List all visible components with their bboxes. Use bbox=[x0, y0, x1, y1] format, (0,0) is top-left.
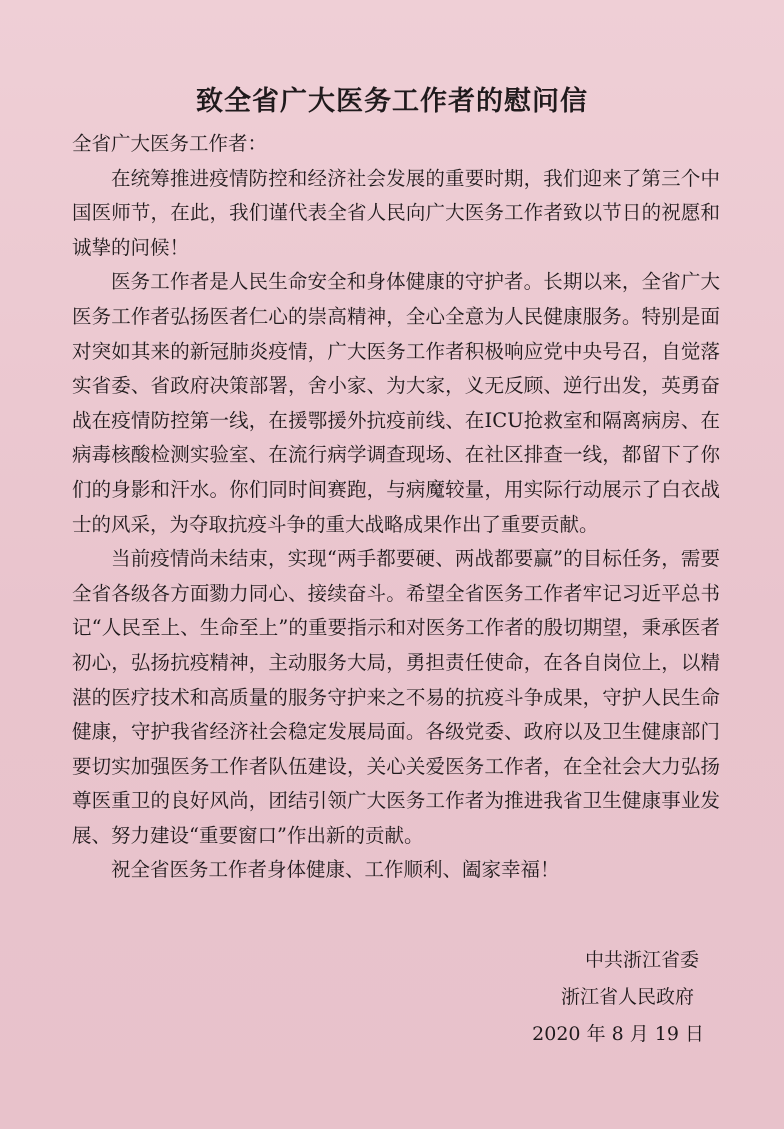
paragraph-expectations: 当前疫情尚未结束，实现“两手都要硬、两战都要赢”的目标任务，需要全省各级各方面勠力同心、接续奋斗。希望全省医务工作者牢记习近平总书记“人民至上、生命至上”的重要指示和对医务工作者的殷切期望，秉承医者初心，弘扬抗疫精神，主动服务大局，勇担责任使命，在各自岗位上，以精湛的医疗技术和高质量的服务守护来之不易的抗疫斗争成果，守护人民生命健康，守护我省经济社会稳定发展局面。各级党委、政府以及卫生健康部门要切实加强医务工作者队伍建设，关心关爱医务工作者，在全社会大力弘扬尊医重卫的良好风尚，团结引领广大医务工作者为推进我省卫生健康事业发展、努力建设“重要窗口”作出新的贡献。 bbox=[72, 547, 720, 847]
paragraph-greeting: 在统筹推进疫情防控和经济社会发展的重要时期，我们迎来了第三个中国医师节，在此，我们谨代表全省人民向广大医务工作者致以节日的祝愿和诚挚的问候！ bbox=[72, 166, 720, 259]
letter-date: 2020 年 8 月 19 日 bbox=[532, 1023, 704, 1045]
signature-block bbox=[532, 942, 704, 1053]
letter-body bbox=[72, 127, 720, 888]
paragraph-closing-wish: 祝全省医务工作者身体健康、工作顺利、阖家幸福！ bbox=[111, 858, 560, 882]
salutation: 全省广大医务工作者： bbox=[72, 132, 268, 155]
letter-title: 致全省广大医务工作者的慰问信 bbox=[196, 86, 588, 117]
paragraph-tribute: 医务工作者是人民生命安全和身体健康的守护者。长期以来，全省广大医务工作者弘扬医者仁心的崇高精神，全心全意为人民健康服务。特别是面对突如其来的新冠肺炎疫情，广大医务工作者积极响应党中央号召，自觉落实省委、省政府决策部署，舍小家、为大家，义无反顾、逆行出发，英勇奋战在疫情防控第一线，在援鄂援外抗疫前线、在ICU抢救室和隔离病房、在病毒核酸检测实验室、在流行病学调查现场、在社区排查一线，都留下了你们的身影和汗水。你们同时间赛跑，与病魔较量，用实际行动展示了白衣战士的风采，为夺取抗疫斗争的重大战略成果作出了重要贡献。 bbox=[72, 270, 720, 536]
signatory-provincial-government: 浙江省人民政府 bbox=[560, 986, 694, 1008]
signatory-party-committee: 中共浙江省委 bbox=[584, 949, 699, 971]
